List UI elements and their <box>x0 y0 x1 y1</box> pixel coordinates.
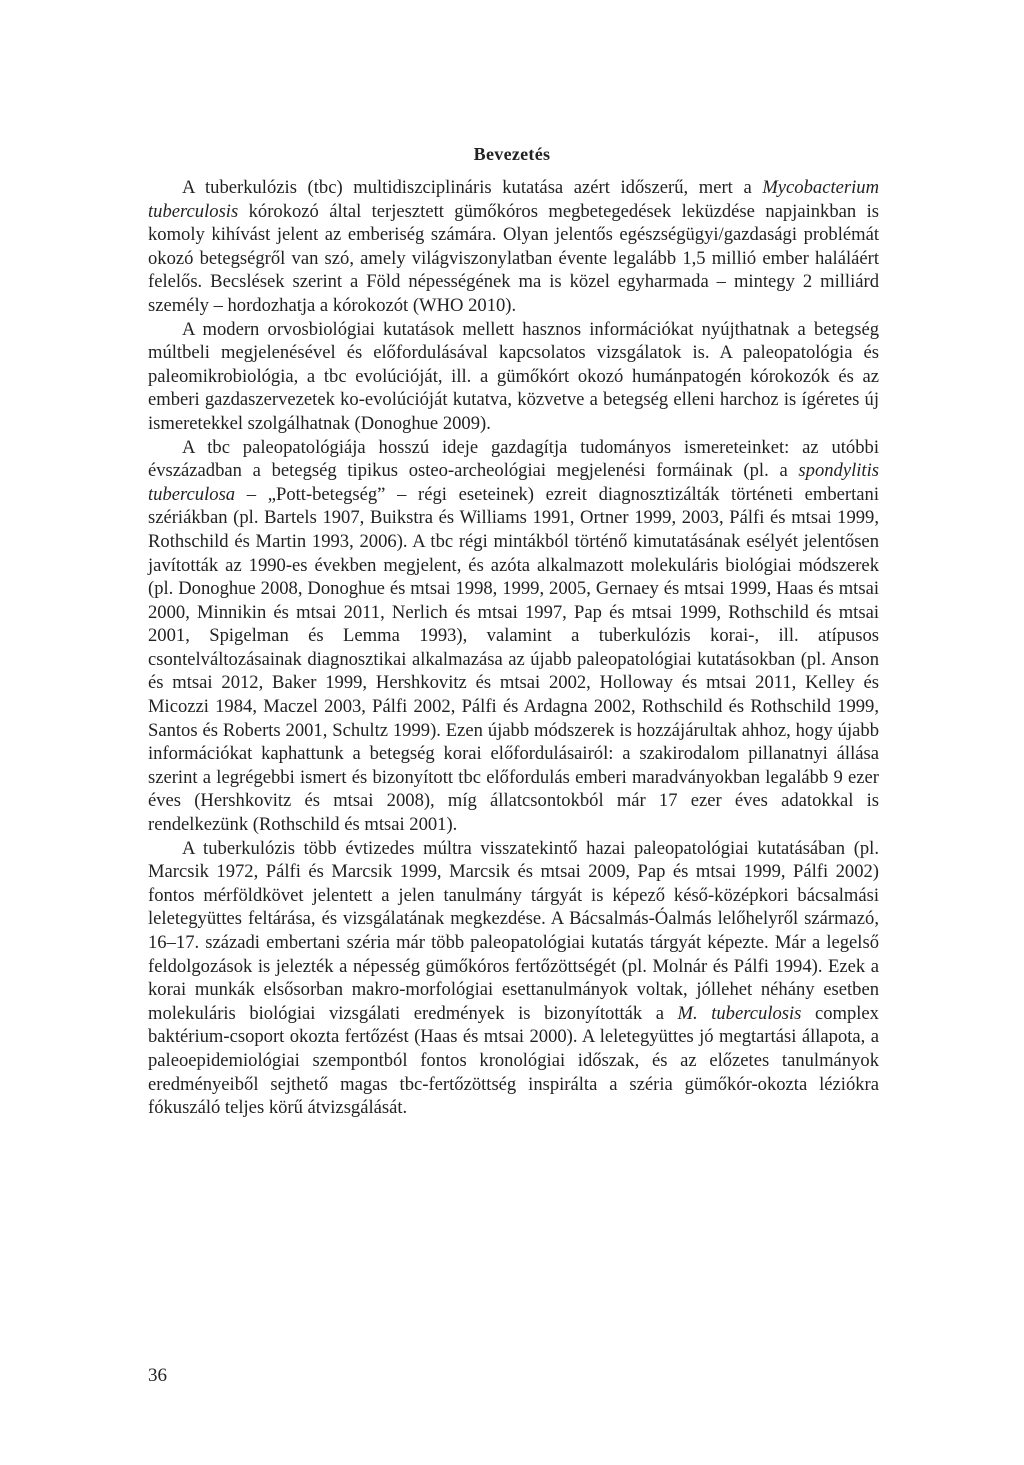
paragraph-4-text-a: A tuberkulózis több évtizedes múltra visszatekintő hazai paleopatológiai kutatásában (pl. Marcsik 1972, Pálfi és Marcsik 1999, Marcsik és mtsai 2009, Pap és mtsai 1999, Pálfi 2002) fontos mérföldkövet jelentett a jelen tanulmány tárgyát is képező késő-középkori bácsalmási leletegyüttes feltárása, és vizsgálatának megkezdése. A Bácsalmás-Óalmás lelőhelyről származó, 16–17. századi embertani széria már több paleopatológiai kutatás tárgyát képezte. Már a legelső feldolgozások is jelezték a népesség gümőkóros fertőzöttségét (pl. Molnár és Pálfi 1994). Ezek a korai munkák elsősorban makro-morfológiai esettanulmányok voltak, jóllehet néhány esetben molekuláris biológiai vizsgálati eredmények is bizonyították a <box>148 837 879 1024</box>
paragraph-1-italic: Mycobacterium tuberculosis <box>148 177 879 222</box>
body-text <box>148 176 879 1120</box>
paragraph-3-text-a: A tbc paleopatológiája hosszú ideje gazdagítja tudományos ismereteinket: az utóbbi évszázadban a betegség tipikus osteo-archeológiai megjelenési formáinak (pl. a <box>148 436 879 482</box>
paragraph-1 <box>148 176 879 318</box>
paragraph-4-text-c: complex baktérium-csoport okozta fertőzést (Haas és mtsai 2000). A leletegyüttes jó megtartási állapota, a paleoepidemiológiai szempontból fontos kronológiai időszak, és az előzetes tanulmányok eredményeiből sejthető magas tbc-fertőzöttség inspirálta a széria gümőkór-okozta léziókra fókuszáló teljes körű átvizsgálását. <box>148 1002 879 1119</box>
paragraph-2: A modern orvosbiológiai kutatások mellett hasznos információkat nyújthatnak a betegség múltbeli megjelenésével és előfordulásával kapcsolatos vizsgálatok is. A paleopatológia és paleomikrobiológia, a tbc evolúcióját, ill. a gümőkórt okozó humánpatogén kórokozók és az emberi gazdaszervezetek ko-evolúcióját kutatva, közvetve a betegség elleni harchoz is ígéretes új ismeretekkel szolgálhatnak (Donoghue 2009). <box>148 318 879 434</box>
paragraph-1-text-c: kórokozó által terjesztett gümőkóros megbetegedések leküzdése napjainkban is komoly kihívást jelent az emberiség számára. Olyan jelentős egészségügyi/gazdasági problémát okozó betegségről van szó, amely világviszonylatban évente legalább 1,5 millió ember haláláért felelős. Becslések szerint a Föld népességének ma is közel egyharmada – mintegy 2 milliárd személy – hordozhatja a kórokozót (WHO 2010). <box>148 200 879 316</box>
paragraph-4-italic: M. tuberculosis <box>677 1002 802 1024</box>
paragraph-1-text-a: A tuberkulózis (tbc) multidiszciplináris kutatása azért időszerű, mert a <box>182 177 763 198</box>
section-title: Bevezetés <box>473 144 551 164</box>
paragraph-4 <box>148 837 879 1120</box>
paragraph-3-italic: spondylitis tuberculosa <box>148 460 879 505</box>
paragraph-3 <box>148 436 879 837</box>
page-number: 36 <box>148 1365 167 1386</box>
paragraph-3-text-c: – „Pott-betegség” – régi eseteinek) ezreit diagnosztizálták történeti embertani szériákban (pl. Bartels 1907, Buikstra és Williams 1991, Ortner 1999, 2003, Pálfi és mtsai 1999, Rothschild és Martin 1993, 2006). A tbc régi mintákból történő kimutatásának esélyét jelentősen javították az 1990-es években megjelent, és azóta alkalmazott molekuláris biológiai módszerek (pl. Donoghue 2008, Donoghue és mtsai 1998, 1999, 2005, Gernaey és mtsai 1999, Haas és mtsai 2000, Minnikin és mtsai 2011, Nerlich és mtsai 1997, Pap és mtsai 1999, Rothschild és mtsai 2001, Spigelman és Lemma 1993), valamint a tuberkulózis korai-, ill. atípusos csontelváltozásainak diagnosztikai alkalmazása az újabb paleopatológiai kutatásokban (pl. Anson és mtsai 2012, Baker 1999, Hershkovitz és mtsai 2002, Holloway és mtsai 2011, Kelley és Micozzi 1984, Maczel 2003, Pálfi 2002, Pálfi és Ardagna 2002, Rothschild és Rothschild 1999, Santos és Roberts 2001, Schultz 1999). Ezen újabb módszerek is hozzájárultak ahhoz, hogy újabb információkat kaphattunk a betegség korai előfordulásairól: a szakirodalom pillanatnyi állása szerint a legrégebbi ismert és bizonyított tbc előfordulás emberi maradványokban legalább 9 ezer éves (Hershkovitz és mtsai 2008), míg állatcsontokból már 17 ezer éves adatokkal is rendelkezünk (Rothschild és mtsai 2001). <box>148 483 879 836</box>
